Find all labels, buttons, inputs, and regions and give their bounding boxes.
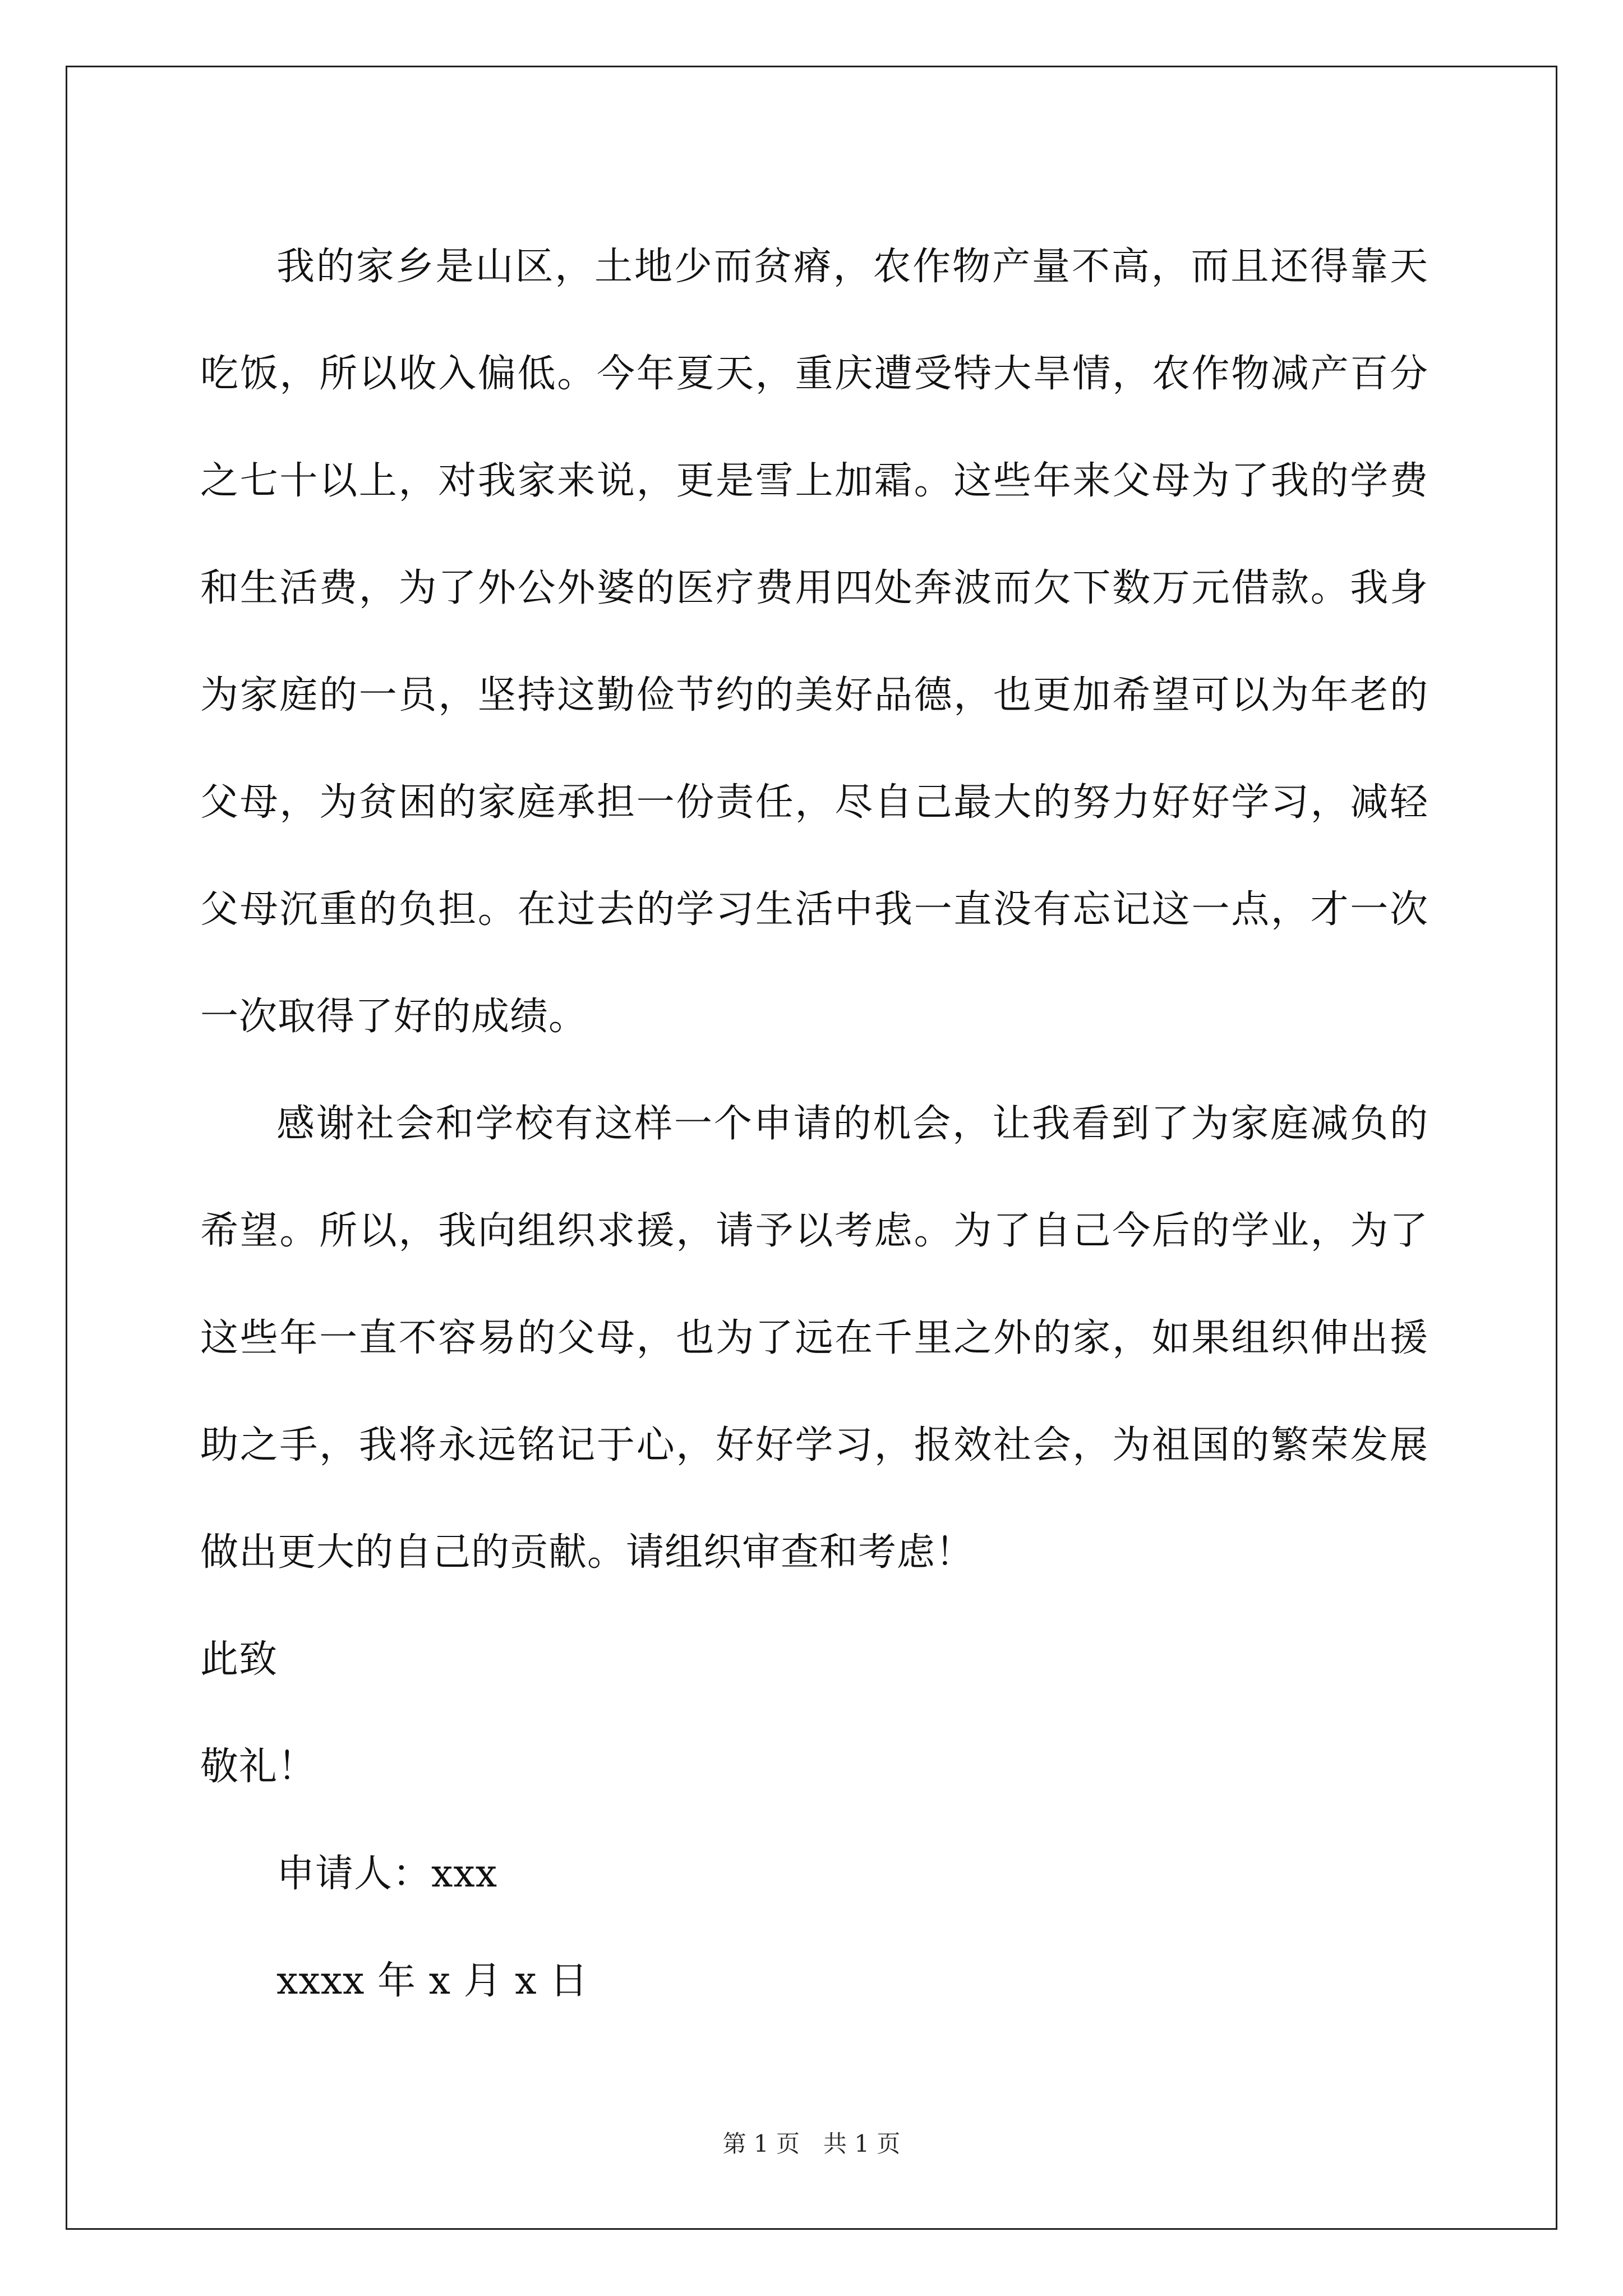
letter-date: xxxx 年 x 月 x 日 (276, 1959, 589, 2003)
closing-regards: 敬礼！ (200, 1745, 317, 1789)
page-footer: 第 1 页 共 1 页 (722, 2130, 901, 2157)
body-paragraph-1: 我的家乡是山区，土地少而贫瘠，农作物产量不高，而且还得靠天吃饭，所以收入偏低。今年夏天，重庆遭受特大旱情，农作物减产百分之七十以上，对我家来说，更是雪上加霜。这些年来父母为了我的学费和生活费，为了外公外婆的医疗费用四处奔波而欠下数万元借款。我身为家庭的一员，坚持这勤俭节约的美好品德，也更加希望可以为年老的父母，为贫困的家庭承担一份责任，尽自己最大的努力好好学习，减轻父母沉重的负担。在过去的学习生活中我一直没有忘记这一点，才一次一次取得了好的成绩。 (200, 245, 1428, 1039)
letter-body (200, 213, 1428, 2035)
closing-salutation: 此致 (200, 1637, 278, 1682)
applicant-signature: 申请人：xxx (276, 1852, 498, 1896)
body-paragraph-2: 感谢社会和学校有这样一个申请的机会，让我看到了为家庭减负的希望。所以，我向组织求援，请予以考虑。为了自己今后的学业，为了这些年一直不容易的父母，也为了远在千里之外的家，如果组织伸出援助之手，我将永远铭记于心，好好学习，报效社会，为祖国的繁荣发展做出更大的自己的贡献。请组织审查和考虑！ (200, 1102, 1428, 1575)
